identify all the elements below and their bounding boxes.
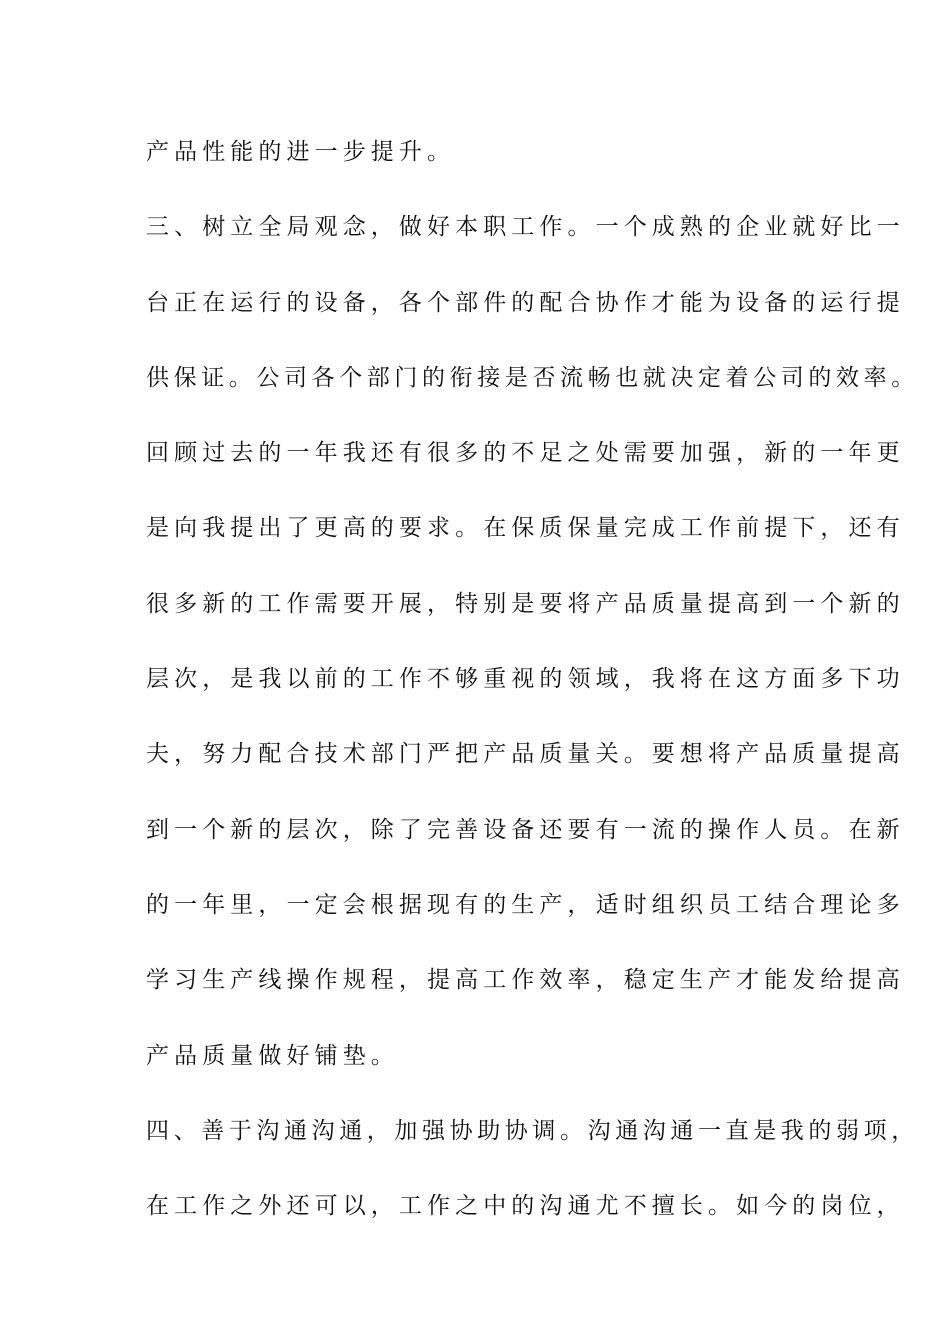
- text-line: 产品性能的进一步提升。: [146, 139, 456, 165]
- text-line: 到一个新的层次，除了完善设备还要有一流的操作人员。在新: [146, 816, 905, 843]
- text-line: 层次，是我以前的工作不够重视的领域，我将在这方面多下功: [146, 666, 905, 693]
- text-line: 回顾过去的一年我还有很多的不足之处需要加强，新的一年更: [146, 440, 905, 467]
- text-line: 四、善于沟通沟通，加强协助协调。沟通沟通一直是我的弱项，: [146, 1117, 919, 1144]
- text-line: 很多新的工作需要开展，特别是要将产品质量提高到一个新的: [146, 590, 905, 617]
- text-line: 是向我提出了更高的要求。在保质保量完成工作前提下，还有: [146, 515, 905, 542]
- text-line: 供保证。公司各个部门的衔接是否流畅也就决定着公司的效率。: [146, 364, 919, 391]
- body-text: [146, 131, 919, 1260]
- text-line: 在工作之外还可以，工作之中的沟通尤不擅长。如今的岗位，: [146, 1193, 905, 1220]
- text-line: 的一年里，一定会根据现有的生产，适时组织员工结合理论多: [146, 891, 905, 918]
- text-line: 产品质量做好铺垫。: [146, 1042, 399, 1069]
- text-line: 学习生产线操作规程，提高工作效率，稳定生产才能发给提高: [146, 967, 905, 994]
- text-line: 夫，努力配合技术部门严把产品质量关。要想将产品质量提高: [146, 741, 905, 768]
- text-line: 三、树立全局观念，做好本职工作。一个成熟的企业就好比一: [146, 214, 905, 241]
- text-line: 台正在运行的设备，各个部件的配合协作才能为设备的运行提: [146, 289, 905, 316]
